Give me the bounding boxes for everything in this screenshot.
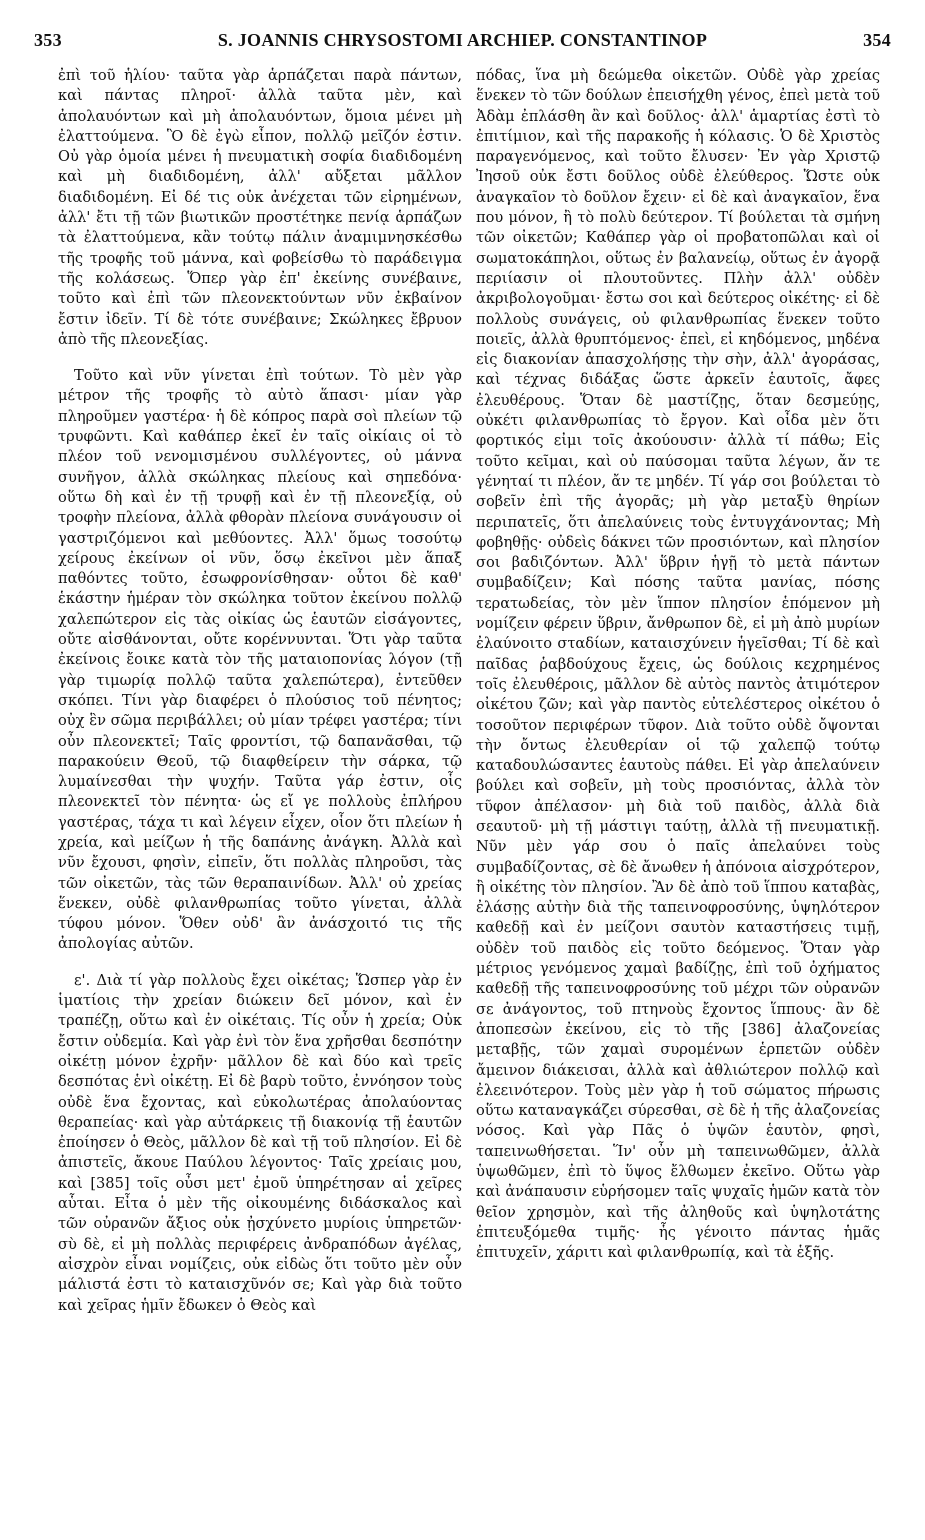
paragraph: πόδας, ἵνα μὴ δεώμεθα οἰκετῶν. Οὐδὲ γὰρ χρείας ἕνεκεν τὸ τῶν δούλων ἐπεισήχθη γένος, ἐπεὶ μετὰ τοῦ Ἀδὰμ ἐπλάσθη ἂν καὶ δοῦλος· ἀλλ' ἁμαρτίας ἐστὶ τὸ ἐπιτίμιον, καὶ τῆς παρακοῆς ἡ κόλασις. Ὁ δὲ Χριστὸς παραγενόμενος, καὶ τοῦτο ἔλυσεν· Ἐν γὰρ Χριστῷ Ἰησοῦ οὐκ ἔστι δοῦλος οὐδὲ ἐλεύθερος. Ὥστε οὐκ ἀναγκαῖον τὸ δοῦλον ἔχειν· εἰ δὲ καὶ ἀναγκαῖον, ἕνα που μόνον, ἢ τὸ πολὺ δεύτερον. Τί βούλεται τὰ σμήνη τῶν οἰκετῶν; Καθάπερ γὰρ οἱ προβατοπῶλαι καὶ οἱ σωματοκάπηλοι, οὕτως ἐν βαλανείῳ, οὕτως ἐν ἀγορᾷ περιίασιν οἱ πλουτοῦντες. Πλὴν ἀλλ' οὐδὲν ἀκριβολογοῦμαι· ἔστω σοι καὶ δεύτερος οἰκέτης· εἰ δὲ πολλοὺς συνάγεις, οὐ φιλανθρωπίας ἕνεκεν τοῦτο ποιεῖς, ἀλλὰ θρυπτόμενος· ἐπεὶ, εἰ κηδόμενος, μηδένα εἰς διακονίαν ἀπασχολήσῃς τὴν σὴν, ἀλλ' ἀγοράσας, καὶ τέχνας διδάξας ὥστε ἀρκεῖν ἑαυτοῖς, ἄφες ἐλευθέρους. Ὅταν δὲ μαστίζῃς, ὅταν δεσμεύῃς, οὐκέτι φιλανθρωπίας τὸ ἔργον. Καὶ οἶδα μὲν ὅτι φορτικός εἰμι τοῖς ἀκούουσιν· ἀλλὰ τί πάθω; Εἰς τοῦτο κεῖμαι, καὶ οὐ παύσομαι ταῦτα λέγων, ἄν τε γένηταί τι πλέον, ἄν τε μηδέν. Τί γάρ σοι βούλεται τὸ σοβεῖν ἐπὶ τῆς ἀγορᾶς; μὴ γὰρ μεταξὺ θηρίων περιπατεῖς, ὅτι ἀπελαύνεις τοὺς ἐντυγχάνοντας; Μὴ φοβηθῇς· οὐδεὶς δάκνει τῶν προσιόντων, καὶ πλησίον σοι βαδιζόντων. Ἀλλ' ὕβριν ἡγῇ τὸ μετὰ πάντων συμβαδίζειν; Καὶ πόσης ταῦτα μανίας, πόσης τερατωδείας, τὸν μὲν ἵππον πλησίον ἑπόμενον μὴ νομίζειν φέρειν ὕβριν, ἄνθρωπον δὲ, εἰ μὴ ἀπὸ μυρίων ἐλαύνοιτο σταδίων, καταισχύνειν ἡγεῖσθαι; Τί δὲ καὶ παῖδας ῥαβδούχους ἔχεις, ὡς δούλοις κεχρημένος τοῖς ἐλευθέροις, μᾶλλον δὲ αὐτὸς παντὸς ἀτιμότερον οἰκέτου ζῶν; καὶ γὰρ παντὸς εὐτελέστερος οἰκέτου ὁ τοσοῦτον περιφέρων τῦφον. Διὰ τοῦτο οὐδὲ ὄψονται τὴν ὄντως ἐλευθερίαν οἱ τῷ χαλεπῷ τούτῳ καταδουλώσαντες ἑαυτοὺς πάθει. Εἰ γὰρ ἀπελαύνειν βούλει καὶ σοβεῖν, μὴ τοὺς προσιόντας, ἀλλὰ τὸν τῦφον ἀπέλασον· μὴ διὰ τοῦ παιδὸς, ἀλλὰ διὰ σεαυτοῦ· μὴ τῇ μάστιγι ταύτῃ, ἀλλὰ τῇ πνευματικῇ. Νῦν μὲν γάρ σου ὁ παῖς ἀπελαύνει τοὺς συμβαδίζοντας, σὲ δὲ ἄνωθεν ἡ ἀπόνοια αἰσχρότερον, ἢ οἰκέτης τὸν πλησίον. Ἂν δὲ ἀπὸ τοῦ ἵππου καταβὰς, ἐλάσῃς αὐτὴν διὰ τῆς ταπεινοφροσύνης, ὑψηλότερον καθεδῇ καὶ ἐν μείζονι σαυτὸν καταστήσεις τιμῇ, οὐδὲν τοῦ παιδὸς εἰς τοῦτο δεόμενος. Ὅταν γὰρ μέτριος γενόμενος χαμαὶ βαδίζῃς, ἐπὶ τοῦ ὀχήματος καθεδῇ τῆς ταπεινοφροσύνης τοῦ μέχρι τῶν οὐρανῶν σε ἀνάγοντος, τοῦ πτηνοὺς ἔχοντος ἵππους· ἂν δὲ ἀποπεσὼν ἐκείνου, εἰς τὸ τῆς [386] ἀλαζονείας μεταβῇς, τῶν χαμαὶ συρομένων ἑρπετῶν οὐδὲν ἄμεινον διάκεισαι, ἀλλὰ καὶ ἀθλιώτερον πολλῷ καὶ ἐλεεινότερον. Τοὺς μὲν γὰρ ἡ τοῦ σώματος πήρωσις οὕτω καταναγκάζει σύρεσθαι, σὲ δὲ ἡ τῆς ἀλαζονείας νόσος. Καὶ γὰρ Πᾶς ὁ ὑψῶν ἑαυτὸν, φησὶ, ταπεινωθήσεται. Ἵν' οὖν μὴ ταπεινωθῶμεν, ἀλλὰ ὑψωθῶμεν, ἐπὶ τὸ ὕψος ἔλθωμεν ἐκεῖνο. Οὕτω γὰρ καὶ ἀνάπαυσιν εὑρήσομεν ταῖς ψυχαῖς ἡμῶν κατὰ τὸν θεῖον χρησμὸν, καὶ τῆς ἀληθοῦς καὶ ὑψηλοτάτης ἐπιτευξόμεθα τιμῆς· ἧς γένοιτο πάντας ἡμᾶς ἐπιτυχεῖν, χάριτι καὶ φιλανθρωπίᾳ, καὶ τὰ ἑξῆς. xyxy=(476,67,880,1262)
paragraph: Τοῦτο καὶ νῦν γίνεται ἐπὶ τούτων. Τὸ μὲν γὰρ μέτρον τῆς τροφῆς τὸ αὐτὸ ἅπασι· μίαν γὰρ πληροῦμεν γαστέρα· ἡ δὲ κόπρος παρὰ σοὶ πλείων τῷ τρυφῶντι. Καὶ καθάπερ ἐκεῖ ἐν ταῖς οἰκίαις οἱ τὸ πλέον τοῦ νενομισμένου συλλέγοντες, οὐ μάννα συνῆγον, ἀλλὰ σκώληκας πλείους καὶ σηπεδόνα· οὕτω δὴ καὶ ἐν τῇ τρυφῇ καὶ ἐν τῇ πλεονεξίᾳ, οὐ τροφὴν πλείονα, ἀλλὰ φθορὰν πλείονα συνάγουσιν οἱ γαστριζόμενοι καὶ μεθύοντες. Ἀλλ' ὅμως τοσούτῳ χείρους ἐκείνων οἱ νῦν, ὅσῳ ἐκεῖνοι μὲν ἅπαξ παθόντες τοῦτο, ἐσωφρονίσθησαν· οὗτοι δὲ καθ' ἑκάστην ἡμέραν τὸν σκώληκα τοῦτον ἐκείνου πολλῷ χαλεπώτερον εἰς τὰς οἰκίας ὡς ἑαυτῶν εἰσάγοντες, οὔτε αἰσθάνονται, οὔτε κορέννυνται. Ὅτι γὰρ ταῦτα ἐκείνοις ἔοικε κατὰ τὸν τῆς ματαιοπονίας λόγον (τῇ γὰρ τιμωρίᾳ πολλῷ ταῦτα χαλεπώτερα), ἐντεῦθεν σκόπει. Τίνι γὰρ διαφέρει ὁ πλούσιος τοῦ πένητος; οὐχ ἓν σῶμα περιβάλλει; οὐ μίαν τρέφει γαστέρα; τίνι οὖν πλεονεκτεῖ; Ταῖς φροντίσι, τῷ δαπανᾶσθαι, τῷ παρακούειν Θεοῦ, τῷ διαφθείρειν τὴν σάρκα, τῷ λυμαίνεσθαι τὴν ψυχήν. Ταῦτα γάρ ἐστιν, οἷς πλεονεκτεῖ τὸν πένητα· ὡς εἴ γε πολλοὺς ἐπλήρου γαστέρας, τάχα τι καὶ λέγειν εἶχεν, οἷον ὅτι πλείων ἡ χρεία, καὶ μείζων ἡ τῆς δαπάνης ἀνάγκη. Ἀλλὰ καὶ νῦν ἔχουσι, φησὶν, εἰπεῖν, ὅτι πολλὰς πληροῦσι, τὰς τῶν οἰκετῶν, τὰς τῶν θεραπαινίδων. Ἀλλ' οὐ χρείας ἕνεκεν, οὐδὲ φιλανθρωπίας τοῦτο γίνεται, ἀλλὰ τύφου μόνον. Ὅθεν οὐδ' ἂν ἀνάσχοιτό τις τῆς ἀπολογίας αὐτῶν. xyxy=(58,367,462,953)
paragraph: ε'. Διὰ τί γὰρ πολλοὺς ἔχει οἰκέτας; Ὥσπερ γὰρ ἐν ἱματίοις τὴν χρείαν διώκειν δεῖ μόνον, καὶ ἐν τραπέζῃ, οὕτω καὶ ἐν οἰκέταις. Τίς οὖν ἡ χρεία; Οὐκ ἔστιν οὐδεμία. Καὶ γὰρ ἐνὶ τὸν ἕνα χρῆσθαι δεσπότην οἰκέτῃ μόνον ἐχρῆν· μᾶλλον δὲ καὶ δύο καὶ τρεῖς δεσπότας ἑνὶ οἰκέτῃ. Εἰ δὲ βαρὺ τοῦτο, ἐννόησον τοὺς οὐδὲ ἕνα ἔχοντας, καὶ εὐκολωτέρας ἀπολαύοντας θεραπείας· καὶ γὰρ αὐτάρκεις τῇ διακονίᾳ τῇ ἑαυτῶν ἐποίησεν ὁ Θεὸς, μᾶλλον δὲ καὶ τῇ τοῦ πλησίον. Εἰ δὲ ἀπιστεῖς, ἄκουε Παύλου λέγοντος· Ταῖς χρείαις μου, καὶ [385] τοῖς οὖσι μετ' ἐμοῦ ὑπηρέτησαν αἱ χεῖρες αὗται. Εἶτα ὁ μὲν τῆς οἰκουμένης διδάσκαλος καὶ τῶν οὐρανῶν ἄξιος οὐκ ᾐσχύνετο μυρίοις ὑπηρετῶν· σὺ δὲ, εἰ μὴ πολλὰς περιφέρεις ἀνδραπόδων ἀγέλας, αἰσχρὸν εἶναι νομίζεις, οὐκ εἰδὼς ὅτι τοῦτο μὲν οὖν μάλιστά ἐστι τὸ καταισχῦνόν σε; Καὶ γὰρ διὰ τοῦτο καὶ χεῖρας ἡμῖν ἔδωκεν ὁ Θεὸς καὶ xyxy=(58,971,462,1314)
page-number-right: 354 xyxy=(863,30,891,50)
page-header xyxy=(34,30,891,56)
left-column xyxy=(58,66,462,1316)
paragraph: ἐπὶ τοῦ ἡλίου· ταῦτα γὰρ ἁρπάζεται παρὰ πάντων, καὶ πάντας πληροῖ· ἀλλὰ ταῦτα μὲν, καὶ ἀπολαυόντων καὶ μὴ ἀπολαυόντων, ὅμοια μένει μὴ ἐλαττούμενα. Ὃ δὲ ἐγὼ εἶπον, πολλῷ μεῖζόν ἐστιν. Οὐ γὰρ ὁμοία μένει ἡ πνευματικὴ σοφία διαδιδομένη καὶ μὴ διαδιδομένη, ἀλλ' αὔξεται μᾶλλον διαδιδομένη. Εἰ δέ τις οὐκ ἀνέχεται τῶν εἰρημένων, ἀλλ' ἔτι τῇ τῶν βιωτικῶν προστέτηκε πενίᾳ ἁρπάζων τὰ ἐλαττούμενα, κἂν τούτῳ πάλιν ἀναμιμνησκέσθω τῆς τροφῆς τοῦ μάννα, καὶ φοβείσθω τὸ παράδειγμα τῆς κολάσεως. Ὅπερ γὰρ ἐπ' ἐκείνης συνέβαινε, τοῦτο καὶ ἐπὶ τῶν πλεονεκτούντων νῦν ἐκβαίνον ἔστιν ἰδεῖν. Τί δὲ τότε συνέβαινε; Σκώληκες ἔβρυον ἀπὸ τῆς πλεονεξίας. xyxy=(58,67,462,348)
running-title: S. JOANNIS CHRYSOSTOMI ARCHIEP. CONSTANTINOP xyxy=(217,30,708,50)
right-column xyxy=(476,66,880,1264)
page-number-left: 353 xyxy=(34,30,62,50)
